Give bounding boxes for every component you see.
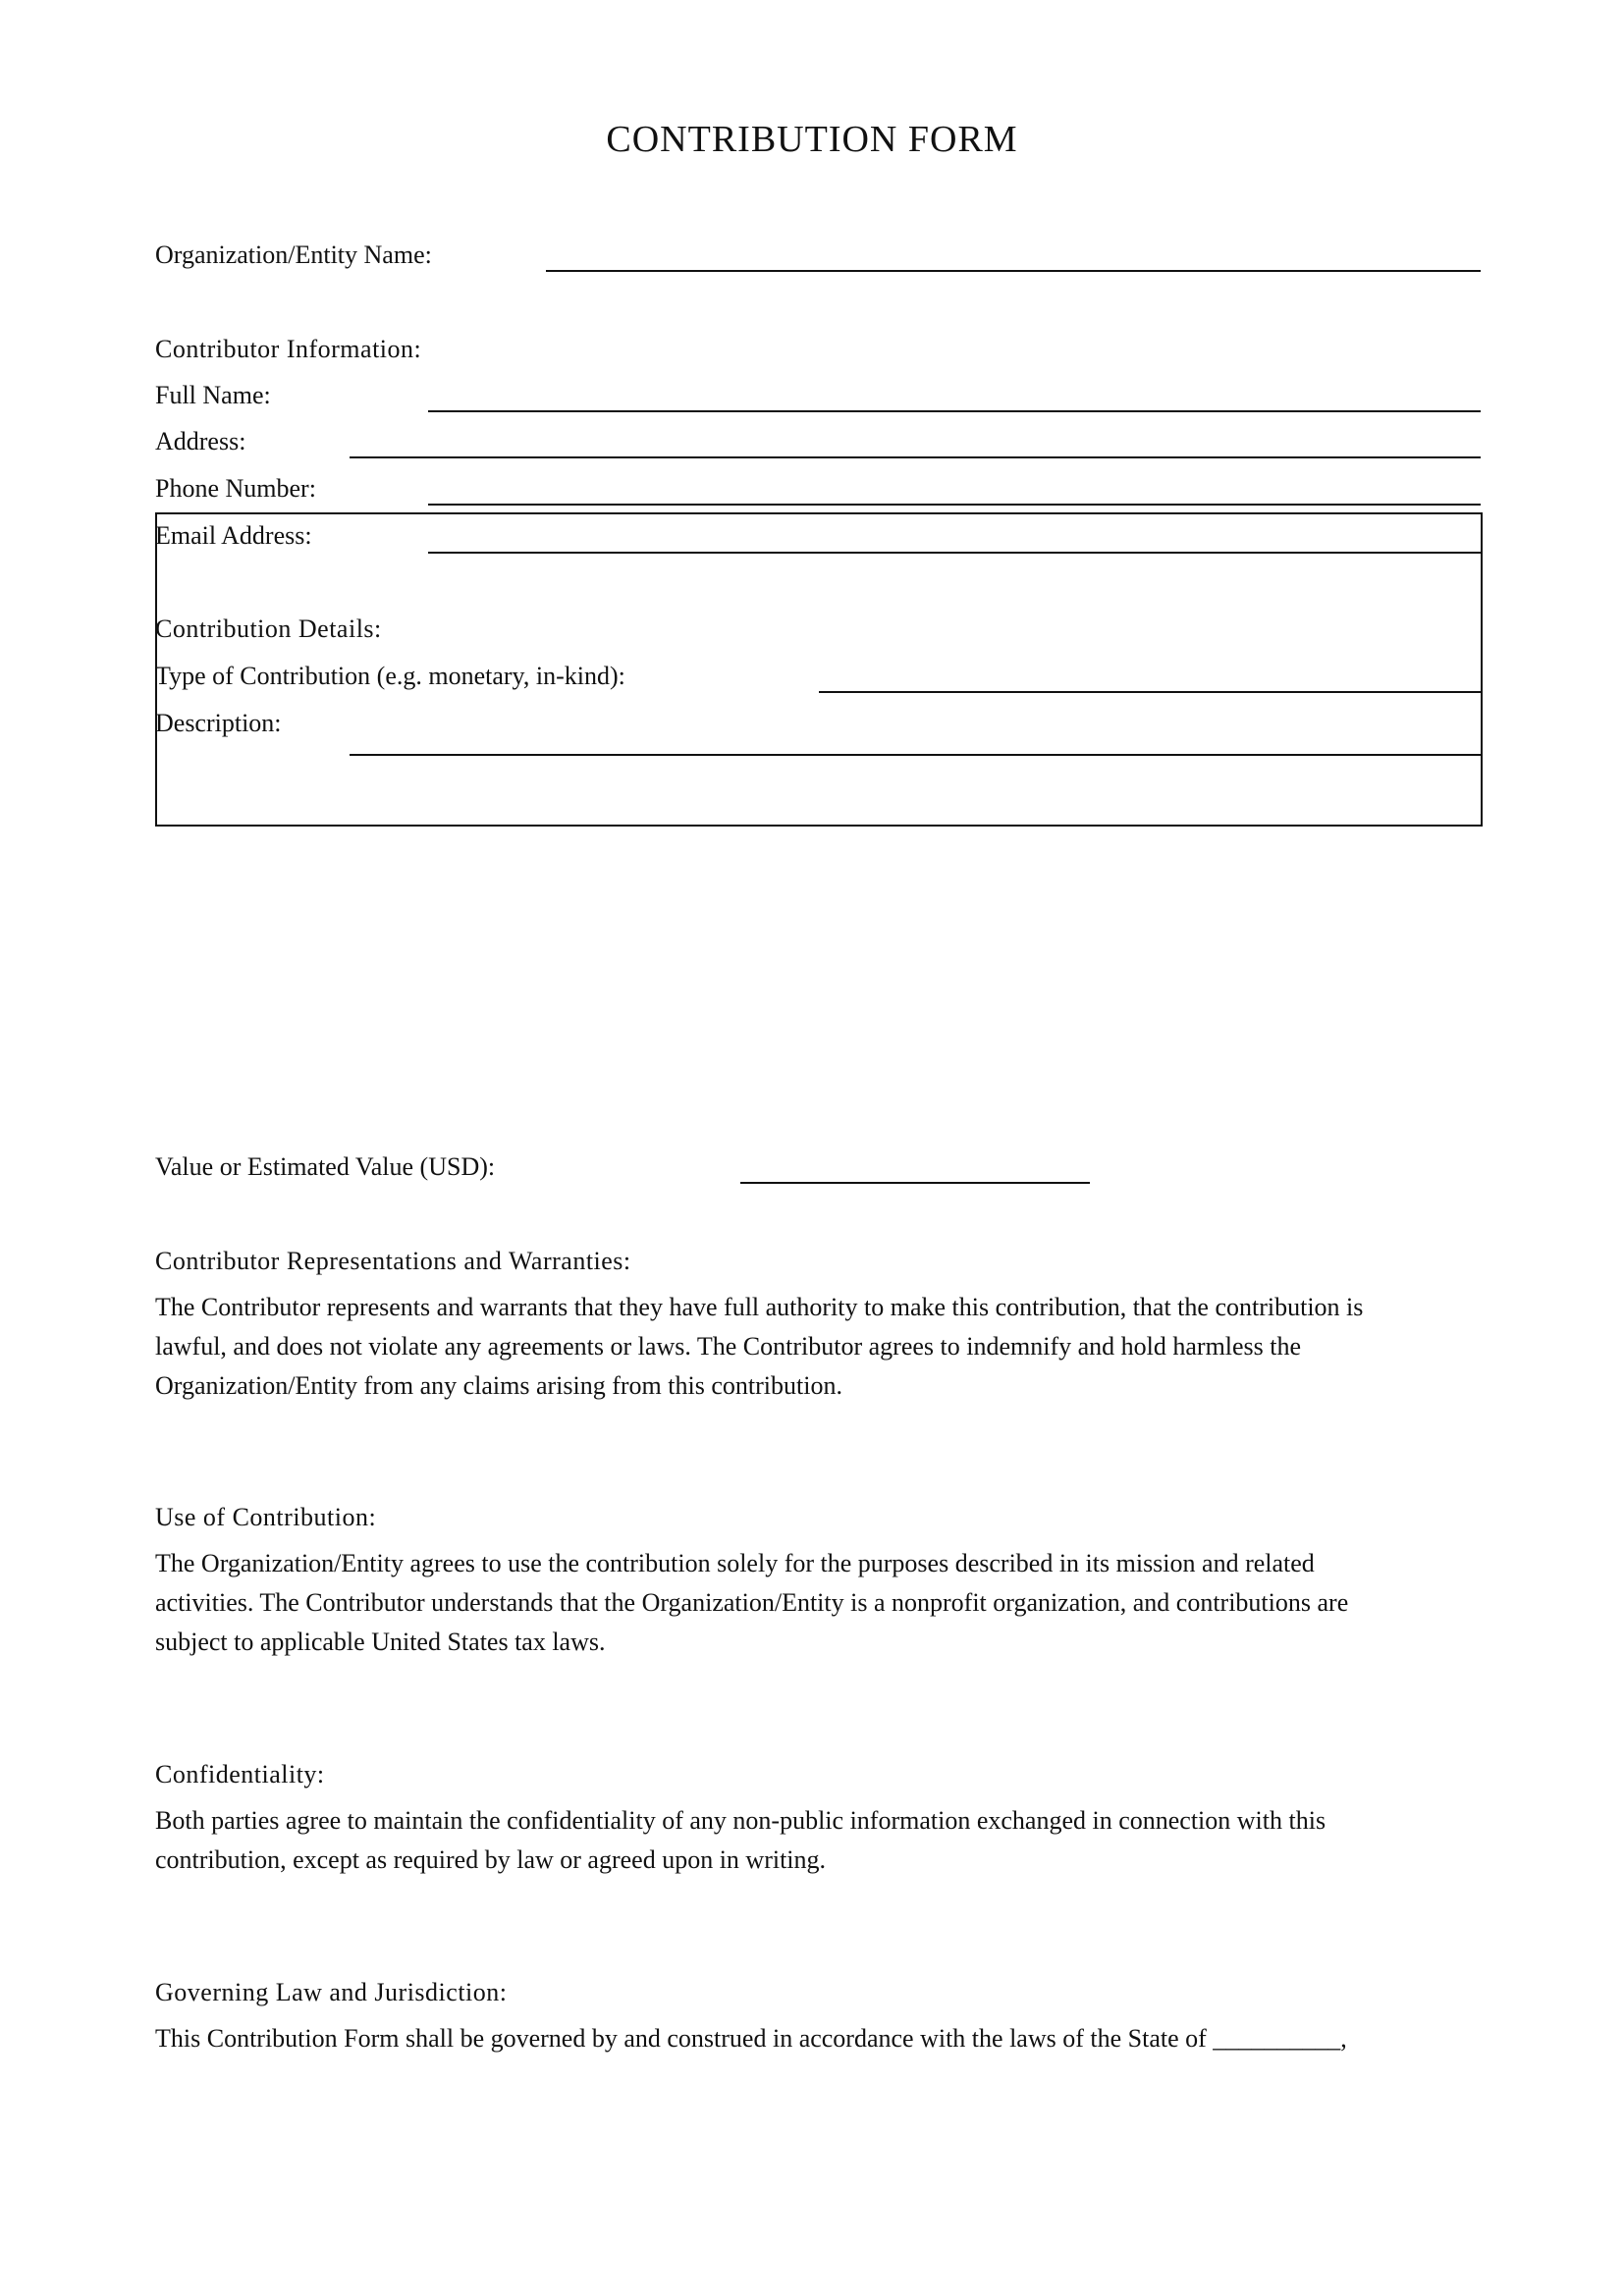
address-field[interactable]: [350, 456, 1481, 458]
full-name-field[interactable]: [428, 410, 1481, 412]
warranties-heading: Contributor Representations and Warranties:: [155, 1247, 631, 1275]
warranties-line: Organization/Entity from any claims arising from this contribution.: [155, 1371, 842, 1400]
warranties-paragraph: [155, 1288, 1471, 1406]
use-heading: Use of Contribution:: [155, 1503, 377, 1531]
description-field[interactable]: [350, 754, 1481, 756]
use-paragraph: [155, 1544, 1471, 1662]
confidentiality-paragraph: [155, 1801, 1471, 1880]
phone-label: Phone Number:: [155, 474, 316, 503]
confidentiality-heading: Confidentiality:: [155, 1760, 325, 1789]
description-label: Description:: [155, 709, 282, 737]
use-line: The Organization/Entity agrees to use the contribution solely for the purposes described in its mission and related: [155, 1549, 1315, 1577]
email-field[interactable]: [428, 552, 1481, 554]
governing-law-heading: Governing Law and Jurisdiction:: [155, 1978, 508, 2006]
phone-field[interactable]: [428, 504, 1481, 506]
use-line: activities. The Contributor understands that the Organization/Entity is a nonprofit organization, and contributions are: [155, 1588, 1349, 1617]
email-label: Email Address:: [155, 521, 312, 550]
governing-law-paragraph: [155, 2019, 1471, 2058]
confidentiality-line: Both parties agree to maintain the confidentiality of any non-public information exchanged in connection with this: [155, 1806, 1326, 1835]
governing-law-line: This Contribution Form shall be governed by and construed in accordance with the laws of the State of __________,: [155, 2024, 1347, 2053]
details-section-heading: Contribution Details:: [155, 614, 382, 643]
org-name-field[interactable]: [546, 270, 1481, 272]
warranties-line: The Contributor represents and warrants that they have full authority to make this contribution, that the contribution is: [155, 1293, 1364, 1321]
address-label: Address:: [155, 427, 246, 455]
contribution-type-label: Type of Contribution (e.g. monetary, in-kind):: [155, 662, 625, 690]
confidentiality-line: contribution, except as required by law or agreed upon in writing.: [155, 1845, 827, 1874]
org-name-label: Organization/Entity Name:: [155, 240, 432, 269]
contribution-type-field[interactable]: [819, 691, 1481, 693]
warranties-line: lawful, and does not violate any agreements or laws. The Contributor agrees to indemnify and hold harmless the: [155, 1332, 1302, 1361]
contributor-section-heading: Contributor Information:: [155, 335, 422, 363]
use-line: subject to applicable United States tax laws.: [155, 1628, 606, 1656]
value-field[interactable]: [740, 1182, 1090, 1184]
full-name-label: Full Name:: [155, 381, 271, 409]
page-title: CONTRIBUTION FORM: [606, 119, 1018, 160]
value-label: Value or Estimated Value (USD):: [155, 1152, 496, 1181]
